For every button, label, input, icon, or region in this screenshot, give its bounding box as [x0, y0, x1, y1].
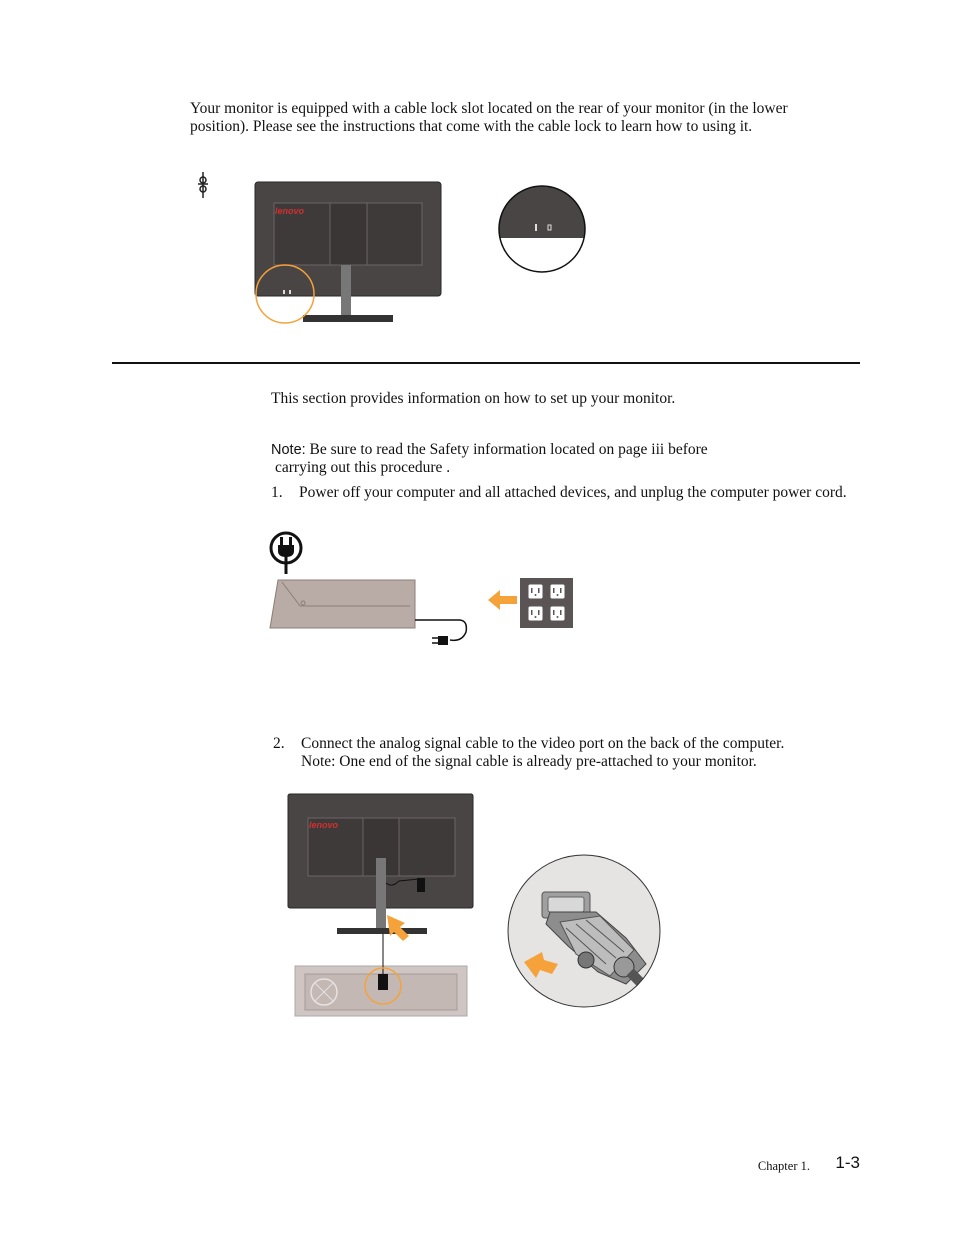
- step-text: Power off your computer and all attached devices, and unplug the computer power cord.: [299, 484, 847, 501]
- computer-unplug-figure: [270, 580, 470, 650]
- monitor-rear-lock-figure: [253, 181, 443, 326]
- note-label: Note:: [271, 442, 306, 458]
- step-note: Note: One end of the signal cable is already pre-attached to your monitor.: [301, 753, 757, 770]
- note-text-2: carrying out this procedure .: [275, 459, 451, 476]
- safety-note: [271, 441, 831, 477]
- power-plug-icon: [269, 529, 305, 575]
- monitor-logo: lenovo: [275, 206, 305, 216]
- step-number: 2.: [273, 735, 285, 752]
- vga-connector-zoom-figure: [506, 854, 664, 1010]
- step-2: [273, 735, 873, 771]
- page-number: 1-3: [835, 1153, 860, 1172]
- section-intro: This section provides information on how to set up your monitor.: [271, 390, 676, 407]
- step-number: 1.: [271, 484, 283, 501]
- section-divider: [112, 362, 860, 364]
- step-1: [271, 484, 851, 502]
- note-text: Be sure to read the Safety information located on page iii before: [305, 441, 708, 458]
- lock-slot-zoom-figure: [497, 185, 587, 275]
- monitor-logo-2: lenovo: [309, 820, 339, 830]
- step-text: Connect the analog signal cable to the video port on the back of the computer.: [301, 735, 785, 752]
- footer-chapter: Chapter 1.: [757, 1159, 810, 1173]
- intro-paragraph: Your monitor is equipped with a cable lock slot located on the rear of your monitor (in the lower position). Please see the instructions that come with the cable lock to learn how to using it.: [190, 100, 788, 135]
- arrow-left-icon: [488, 588, 518, 612]
- signal-cable-figure: [287, 793, 477, 1019]
- cable-lock-icon: [196, 172, 210, 200]
- wall-outlet-figure: [520, 578, 574, 629]
